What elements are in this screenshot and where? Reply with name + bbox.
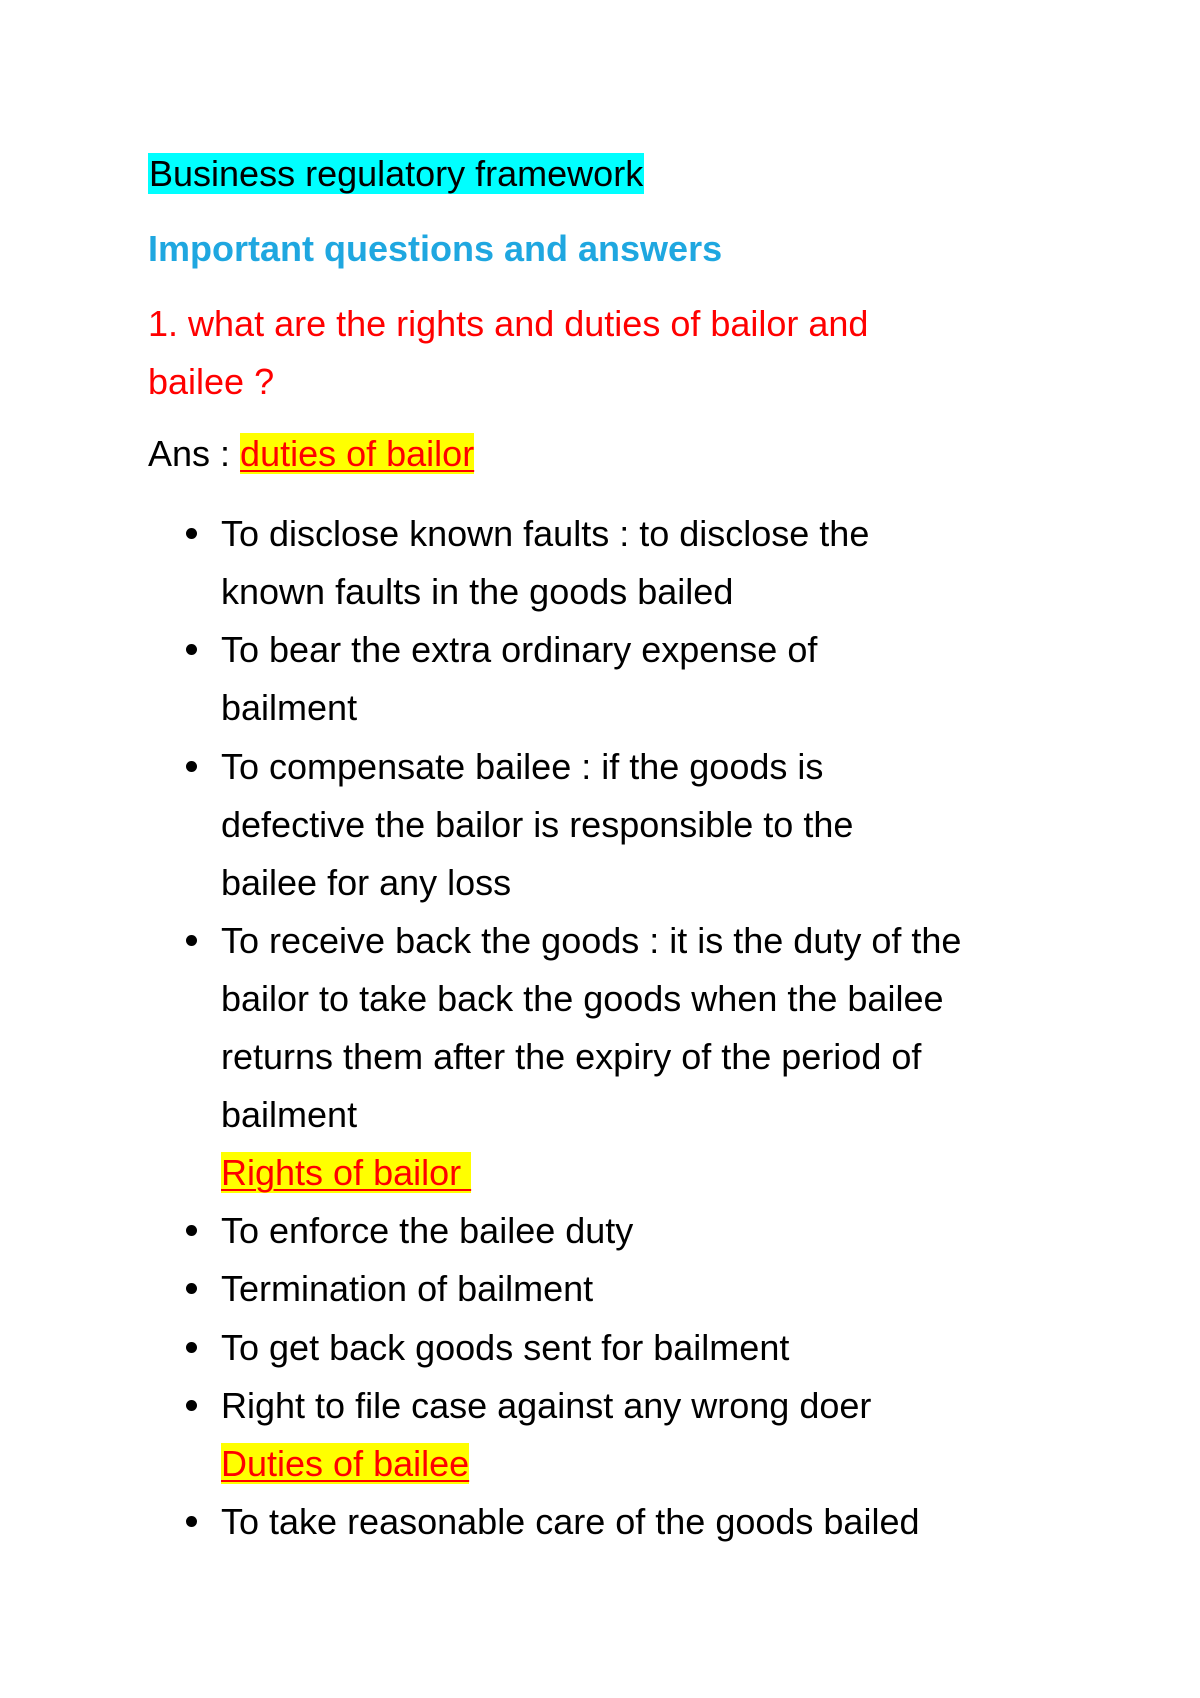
question-line-2: bailee ? <box>148 361 275 402</box>
section-heading-duties-of-bailor: duties of bailor <box>240 433 475 474</box>
list-item-line: To enforce the bailee duty <box>221 1210 634 1251</box>
list-item-line: bailment <box>221 687 358 728</box>
list-item-line: To disclose known faults : to disclose the <box>221 513 870 554</box>
section-heading-duties-of-bailee: Duties of bailee <box>221 1443 470 1484</box>
question-line-1: 1. what are the rights and duties of bailor and <box>148 303 869 344</box>
list-item-line: To get back goods sent for bailment <box>221 1327 790 1368</box>
list-item-line: To bear the extra ordinary expense of <box>221 629 818 670</box>
bullet-icon <box>186 1283 197 1294</box>
list-item-line: Termination of bailment <box>221 1268 594 1309</box>
bullet-icon <box>186 1225 197 1236</box>
bullet-icon <box>186 644 197 655</box>
section-heading-rights-of-bailor-line <box>221 1144 471 1202</box>
list-item-line: bailor to take back the goods when the bailee <box>221 978 944 1019</box>
answer-heading <box>148 425 474 483</box>
document-title-text: Business regulatory framework <box>149 153 644 194</box>
list-item-line: returns them after the expiry of the period of <box>221 1036 922 1077</box>
list-item-line: Right to file case against any wrong doer <box>221 1385 872 1426</box>
list-item-line: bailee for any loss <box>221 862 512 903</box>
list-item-line: defective the bailor is responsible to the <box>221 804 854 845</box>
bullet-icon <box>186 1400 197 1411</box>
section-heading-rights-of-bailor: Rights of bailor <box>221 1152 472 1193</box>
document-subtitle: Important questions and answers <box>148 228 723 269</box>
list-item-line: To take reasonable care of the goods bailed <box>221 1501 920 1542</box>
bullet-icon <box>186 761 197 772</box>
bullet-icon <box>186 935 197 946</box>
section-heading-duties-of-bailee-line <box>221 1435 469 1493</box>
bullet-icon <box>186 1342 197 1353</box>
answer-prefix: Ans : <box>148 433 241 474</box>
list-item-line: bailment <box>221 1094 358 1135</box>
bullet-icon <box>186 1516 197 1527</box>
list-item-line: To receive back the goods : it is the duty of the <box>221 920 962 961</box>
bullet-icon <box>186 528 197 539</box>
list-item-line: known faults in the goods bailed <box>221 571 734 612</box>
document-title <box>148 145 644 203</box>
list-item-line: To compensate bailee : if the goods is <box>221 746 824 787</box>
